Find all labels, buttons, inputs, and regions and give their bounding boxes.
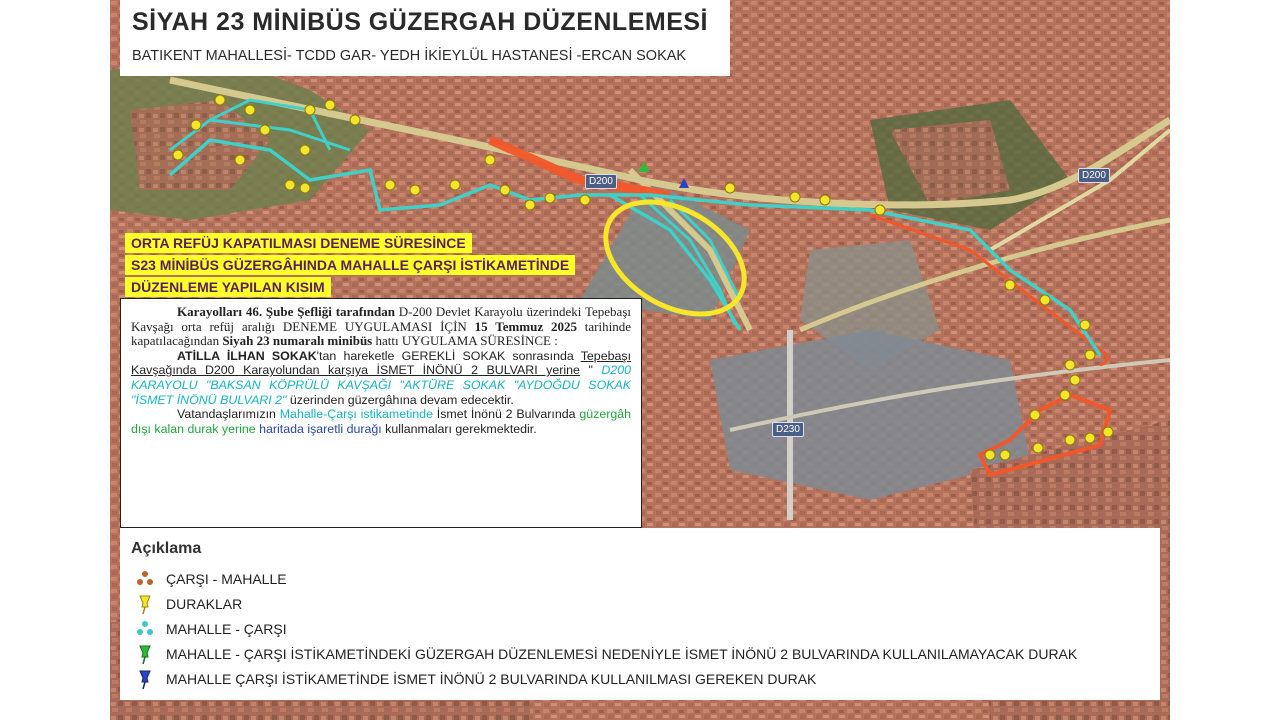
notice-line-3: DÜZENLEME YAPILAN KISIM — [125, 277, 331, 297]
page-title: SİYAH 23 MİNİBÜS GÜZERGAH DÜZENLEMESİ — [132, 8, 708, 36]
desc-street: ATİLLA İLHAN SOKAK — [177, 348, 317, 363]
notice-line-2: S23 MİNİBÜS GÜZERGÂHINDA MAHALLE ÇARŞI İSTİKAMETİNDE — [125, 255, 575, 275]
desc-new-route: D200 KARAYOLU "BAKSAN KÖPRÜLÜ KAVŞAĞI "AKTÜRE SOKAK "AYDOĞDU SOKAK "İSMET İNÖNÜ BULVARI 2" — [131, 363, 631, 407]
blue-pin-icon — [134, 668, 156, 690]
desc-text-5: " — [579, 363, 602, 378]
desc-excluded-stop: güzergâh dışı kalan durak yerine — [131, 407, 632, 436]
description-paragraph-1 — [131, 305, 631, 349]
desc-text-9: kullanmaları gerekmektedir. — [381, 421, 537, 436]
description-paragraph-3 — [131, 407, 631, 436]
desc-text-8: İsmet İnönü 2 Bulvarında — [432, 407, 580, 422]
yellow-pin-icon — [134, 593, 156, 615]
desc-text-2: tarihinde kapatılacağından — [131, 318, 631, 349]
legend-item-carsi-mahalle — [134, 568, 287, 590]
description-paragraph-2 — [131, 349, 631, 407]
page-subtitle: BATIKENT MAHALLESİ- TCDD GAR- YEDH İKİEYLÜL HASTANESİ -ERCAN SOKAK — [132, 48, 687, 64]
desc-text-6: üzerinden güzergâhına devam edecektir. — [286, 392, 514, 407]
legend-title: Açıklama — [131, 540, 202, 557]
legend-label: DURAKLAR — [166, 596, 243, 612]
legend-label: MAHALLE - ÇARŞI — [166, 621, 287, 637]
legend-panel — [120, 528, 1160, 700]
legend-item-mahalle-carsi — [134, 618, 287, 640]
desc-text-1: D-200 Devlet Karayolu üzerindeki Tepebaşı Kavşağı orta refüj aralığı DENEME UYGULAMASI İÇİN — [131, 304, 631, 334]
dots-cyan-icon — [134, 618, 156, 640]
desc-text-7: Vatandaşlarımızın — [177, 407, 280, 422]
legend-item-unusable-stop — [134, 643, 1077, 665]
legend-label: MAHALLE ÇARŞI İSTİKAMETİNDE İSMET İNÖNÜ 2 BULVARINDA KULLANILMASI GEREKEN DURAK — [166, 671, 817, 687]
dots-brown-icon — [134, 568, 156, 590]
desc-date: 15 Temmuz 2025 — [474, 318, 577, 334]
legend-item-duraklar — [134, 593, 242, 615]
road-shield-d200-east: D200 — [1078, 168, 1110, 183]
notice-line-1: ORTA REFÜJ KAPATILMASI DENEME SÜRESİNCE — [125, 233, 472, 253]
desc-text-3: hattı UYGULAMA SÜRESİNCE : — [372, 333, 558, 349]
route-change-notice — [125, 233, 675, 299]
legend-label: ÇARŞI - MAHALLE — [166, 571, 287, 587]
desc-bold-1: Karayolları 46. Şube Şefliği tarafından — [177, 304, 395, 319]
road-shield-d230: D230 — [772, 422, 804, 437]
legend-label: MAHALLE - ÇARŞI İSTİKAMETİNDEKİ GÜZERGAH DÜZENLEMESİ NEDENİYLE İSMET İNÖNÜ 2 BULVARINDA KULLANILAMAYACAK DURAK — [166, 646, 1078, 662]
road-shield-d200: D200 — [585, 174, 617, 189]
legend-item-required-stop — [134, 668, 816, 690]
desc-underlined: Tepebaşı Kavşağında D200 Karayolundan karşıya İSMET İNÖNÜ 2 BULVARI yerine — [131, 348, 632, 378]
desc-direction: Mahalle-Çarşı istikametinde — [279, 407, 433, 422]
green-pin-icon — [134, 643, 156, 665]
desc-text-4: 'tan hareketle GEREKLİ SOKAK sonrasında — [316, 348, 581, 363]
desc-line-name: Siyah 23 numaralı minibüs — [222, 333, 373, 349]
description-box — [120, 298, 642, 528]
desc-marked-stop: haritada işaretli durağı — [259, 421, 382, 436]
title-panel — [120, 0, 730, 76]
